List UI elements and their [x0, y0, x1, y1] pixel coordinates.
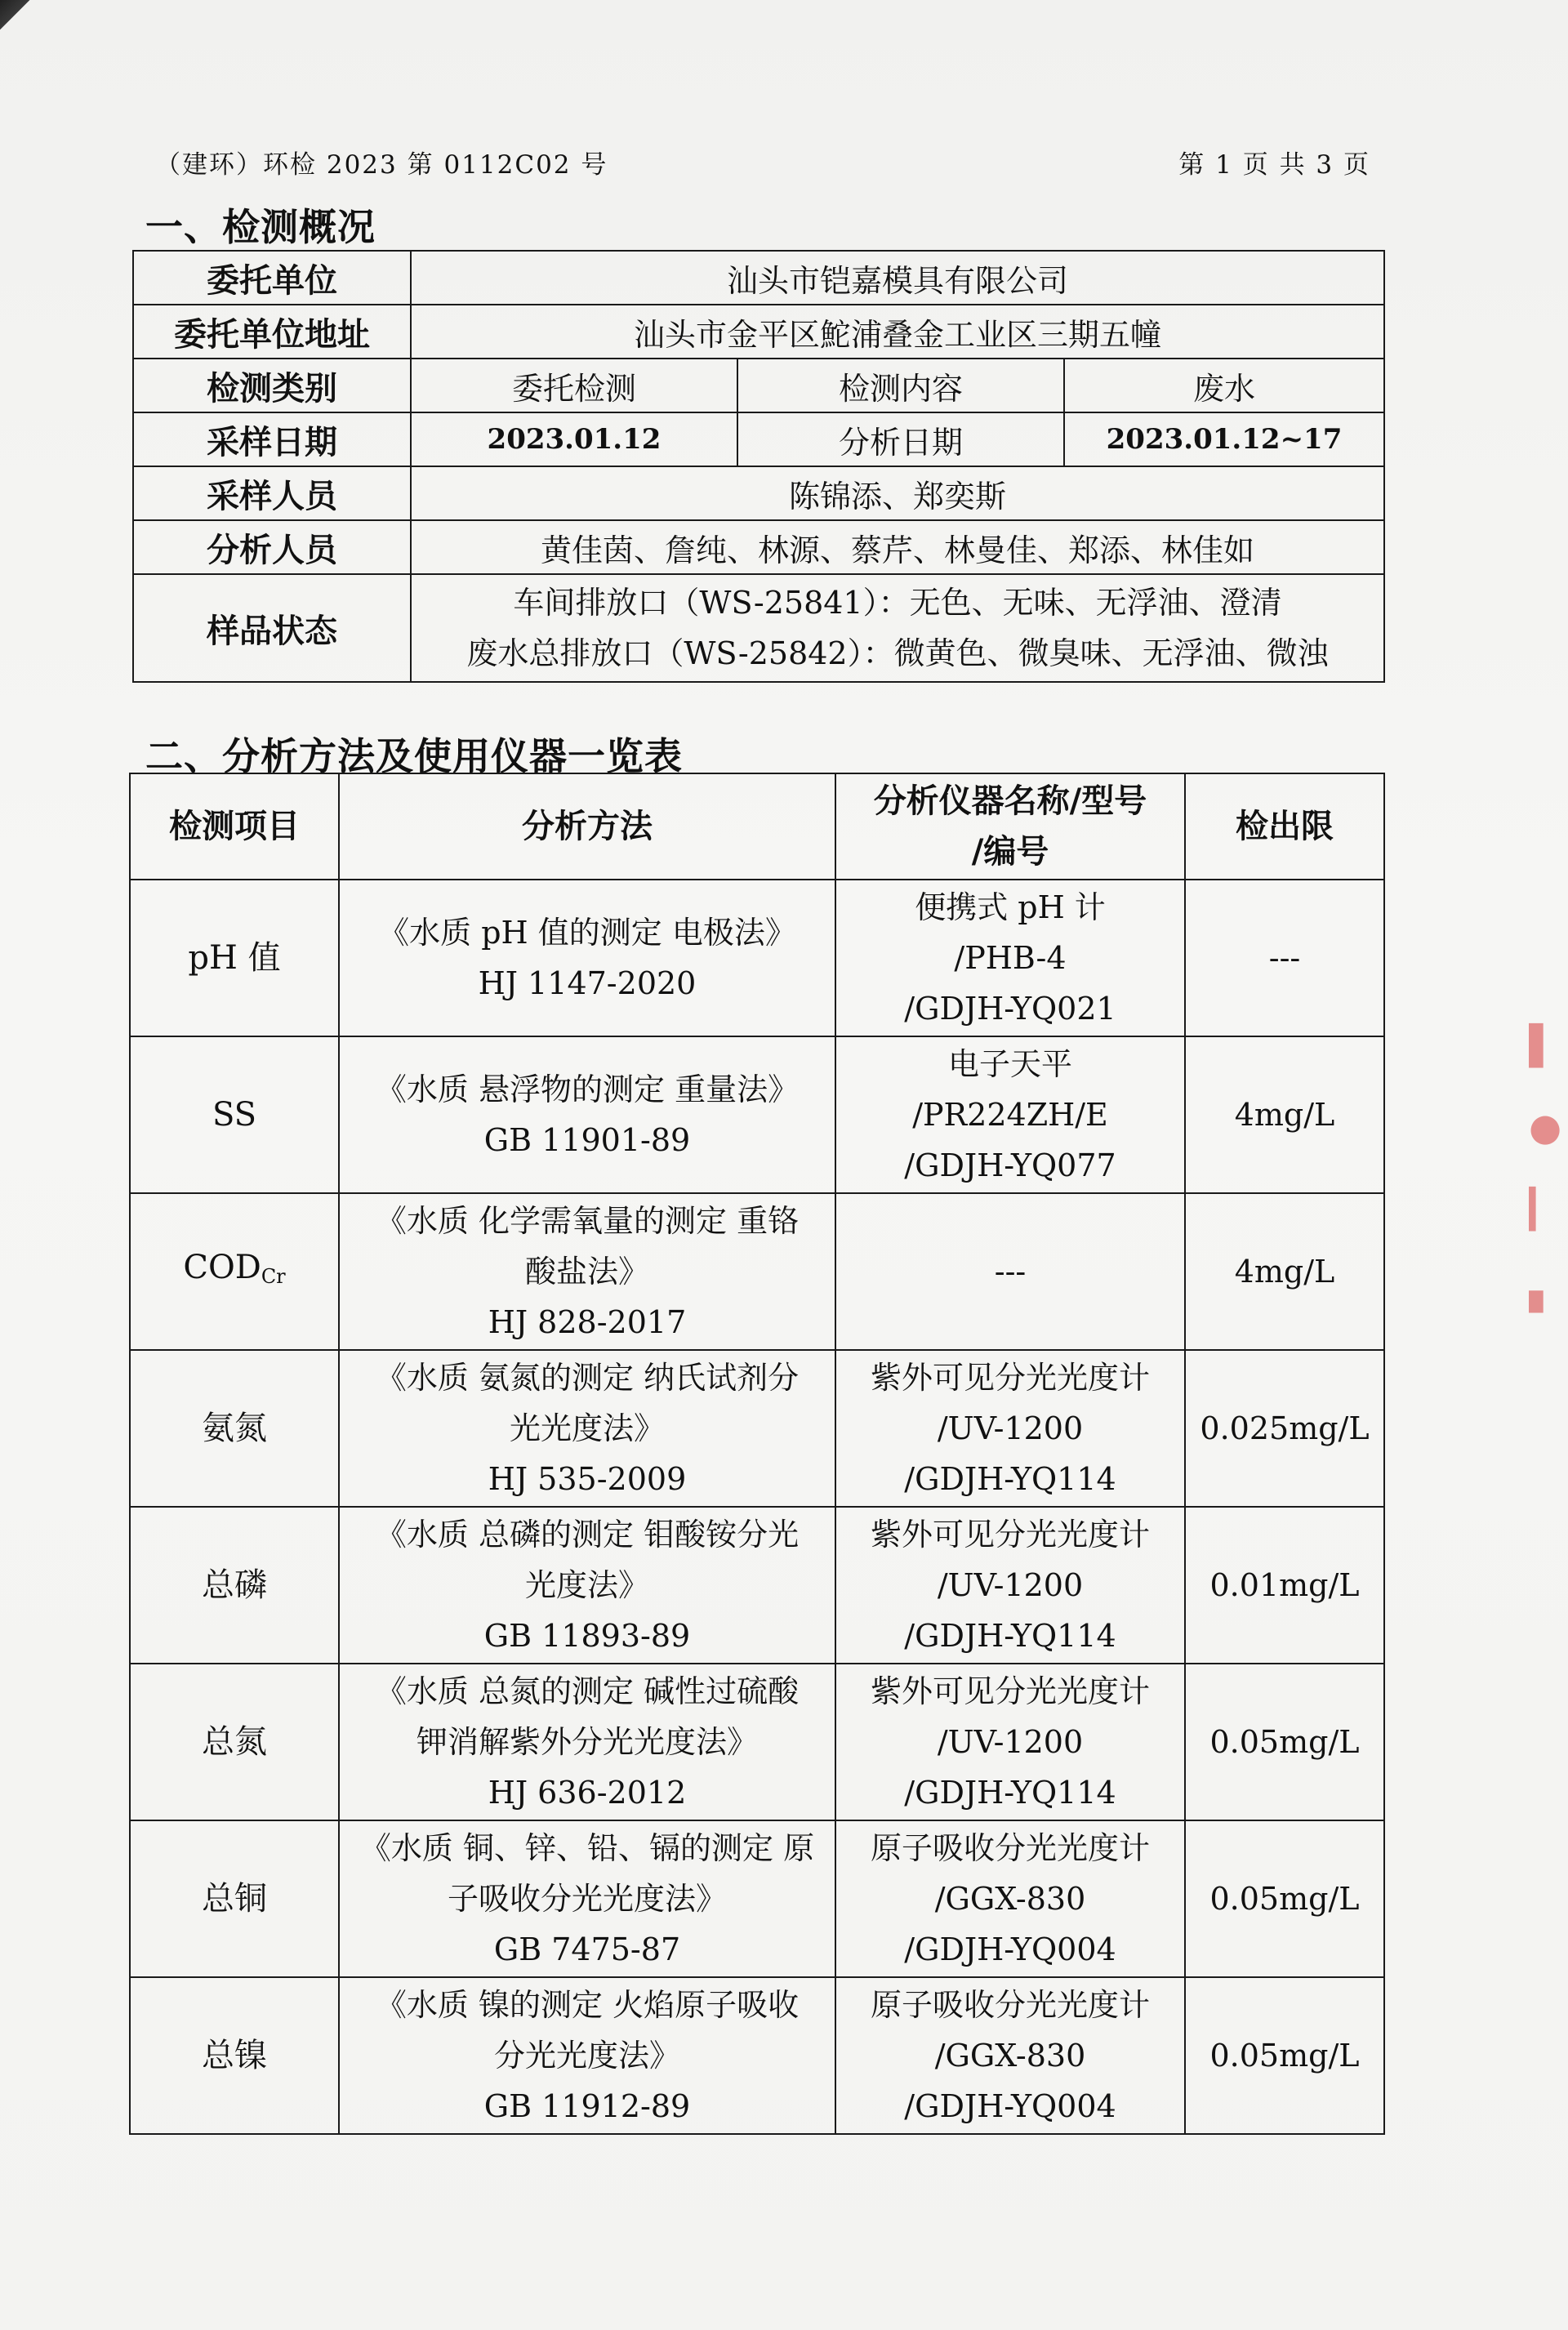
instrument-line: /GDJH-YQ004 — [904, 1931, 1116, 1967]
cell-detection-limit: 0.025mg/L — [1185, 1350, 1384, 1507]
cell-instrument — [835, 1507, 1185, 1664]
sampling-date-label: 采样日期 — [133, 412, 411, 466]
method-line: 钾消解紫外分光光度法》 — [416, 1724, 758, 1760]
header-instrument — [835, 773, 1185, 880]
header-instrument-line-1: 分析仪器名称/型号 — [873, 782, 1147, 820]
instrument-line: 原子吸收分光光度计 — [870, 1830, 1150, 1866]
cell-item — [130, 1507, 339, 1664]
cell-item — [130, 1193, 339, 1350]
instrument-line: /UV-1200 — [937, 1567, 1084, 1603]
item-name: 总磷 — [202, 1566, 267, 1604]
method-line: 《水质 铜、锌、铅、镉的测定 原 — [359, 1830, 815, 1866]
cell-instrument — [835, 1664, 1185, 1820]
instrument-line: /UV-1200 — [937, 1724, 1084, 1760]
address-label: 委托单位地址 — [133, 305, 411, 359]
client-label: 委托单位 — [133, 251, 411, 305]
content-label: 检测内容 — [737, 359, 1064, 412]
instrument-line: 电子天平 — [947, 1046, 1072, 1082]
item-subscript: Cr — [261, 1264, 286, 1288]
samplers-label: 采样人员 — [133, 466, 411, 520]
overview-table — [132, 250, 1385, 683]
methods-table-body — [130, 880, 1384, 2134]
item-name: COD — [183, 1248, 261, 1286]
method-line: 子吸收分光光度法》 — [447, 1881, 727, 1917]
cell-method — [339, 1193, 835, 1350]
instrument-line: /PR224ZH/E — [912, 1097, 1108, 1133]
item-name: pH 值 — [188, 939, 281, 977]
cell-item — [130, 1036, 339, 1193]
cell-detection-limit: 0.05mg/L — [1185, 1820, 1384, 1977]
method-line: 《水质 总氮的测定 碱性过硫酸 — [375, 1673, 800, 1709]
cell-item — [130, 880, 339, 1036]
method-line: 《水质 总磷的测定 钼酸铵分光 — [375, 1517, 800, 1553]
instrument-line: 紫外可见分光光度计 — [870, 1360, 1150, 1396]
table-row — [130, 880, 1384, 1036]
item-name: 总铜 — [202, 1880, 267, 1918]
table-row — [133, 412, 1384, 466]
method-line: 《水质 悬浮物的测定 重量法》 — [375, 1071, 800, 1107]
cell-method — [339, 1350, 835, 1507]
analysis-date-value: 2023.01.12~17 — [1064, 412, 1384, 466]
table-row — [130, 1977, 1384, 2134]
cell-detection-limit: 4mg/L — [1185, 1193, 1384, 1350]
cell-detection-limit: 0.05mg/L — [1185, 1664, 1384, 1820]
category-label: 检测类别 — [133, 359, 411, 412]
instrument-line: 原子吸收分光光度计 — [870, 1987, 1150, 2023]
instrument-line: /GGX-830 — [934, 1881, 1086, 1917]
method-line: GB 11901-89 — [483, 1122, 691, 1158]
instrument-line: /GDJH-YQ114 — [904, 1618, 1116, 1654]
item-name: SS — [212, 1096, 257, 1134]
cell-item — [130, 1664, 339, 1820]
method-line: 《水质 pH 值的测定 电极法》 — [378, 915, 796, 951]
table-header-row — [130, 773, 1384, 880]
method-line: 分光光度法》 — [493, 2038, 680, 2074]
table-row — [133, 251, 1384, 305]
cell-instrument — [835, 880, 1185, 1036]
instrument-line: /GDJH-YQ114 — [904, 1461, 1116, 1497]
sample-status-label: 样品状态 — [133, 574, 411, 682]
analysts-value: 黄佳茵、詹纯、林源、蔡芹、林曼佳、郑添、林佳如 — [411, 520, 1384, 574]
method-line: HJ 1147-2020 — [478, 965, 697, 1001]
section-title-overview: 一、检测概况 — [145, 205, 376, 249]
page-corner-shadow — [0, 0, 33, 33]
cell-detection-limit: --- — [1185, 880, 1384, 1036]
method-line: GB 11912-89 — [483, 2088, 691, 2124]
item-name: 总镍 — [202, 2037, 267, 2074]
instrument-line: --- — [994, 1254, 1027, 1290]
table-row — [133, 466, 1384, 520]
method-line: HJ 828-2017 — [488, 1304, 687, 1340]
samplers-value: 陈锦添、郑奕斯 — [411, 466, 1384, 520]
table-row — [133, 520, 1384, 574]
table-row — [130, 1350, 1384, 1507]
method-line: HJ 535-2009 — [488, 1461, 687, 1497]
address-value: 汕头市金平区鮀浦叠金工业区三期五幢 — [411, 305, 1384, 359]
cell-item — [130, 1977, 339, 2134]
instrument-line: /GDJH-YQ021 — [904, 991, 1116, 1027]
method-line: 光度法》 — [524, 1567, 649, 1603]
method-line: GB 11893-89 — [483, 1618, 691, 1654]
item-name: 总氮 — [202, 1723, 267, 1761]
cell-instrument — [835, 1036, 1185, 1193]
method-line: 酸盐法》 — [524, 1254, 649, 1290]
cell-item — [130, 1350, 339, 1507]
cell-item — [130, 1820, 339, 1977]
method-line: GB 7475-87 — [493, 1931, 681, 1967]
method-line: 《水质 镍的测定 火焰原子吸收 — [375, 1987, 800, 2023]
cell-instrument — [835, 1350, 1185, 1507]
sample-status-line-2: 废水总排放口（WS-25842）：微黄色、微臭味、无浮油、微浊 — [466, 635, 1329, 671]
instrument-line: /GDJH-YQ004 — [904, 2088, 1116, 2124]
instrument-line: /UV-1200 — [937, 1410, 1084, 1446]
cell-method — [339, 1820, 835, 1977]
instrument-line: 便携式 pH 计 — [915, 889, 1106, 925]
cell-detection-limit: 0.01mg/L — [1185, 1507, 1384, 1664]
sample-status-value — [411, 574, 1384, 682]
table-row — [133, 574, 1384, 682]
method-line: 《水质 氨氮的测定 纳氏试剂分 — [375, 1360, 800, 1396]
header-method: 分析方法 — [339, 773, 835, 880]
table-row — [130, 1820, 1384, 1977]
table-row — [130, 1193, 1384, 1350]
client-value: 汕头市铠嘉模具有限公司 — [411, 251, 1384, 305]
instrument-line: /GDJH-YQ114 — [904, 1775, 1116, 1811]
method-line: 光光度法》 — [509, 1410, 665, 1446]
instrument-line: /PHB-4 — [954, 940, 1067, 976]
content-value: 废水 — [1064, 359, 1384, 412]
header-limit: 检出限 — [1185, 773, 1384, 880]
cell-method — [339, 1507, 835, 1664]
sample-status-line-1: 车间排放口（WS-25841）：无色、无味、无浮油、澄清 — [513, 585, 1282, 621]
category-value: 委托检测 — [411, 359, 737, 412]
cell-instrument — [835, 1977, 1185, 2134]
page-indicator: 第 1 页 共 3 页 — [1178, 150, 1370, 180]
method-line: HJ 636-2012 — [488, 1775, 687, 1811]
table-row — [130, 1507, 1384, 1664]
cell-method — [339, 1036, 835, 1193]
item-name: 氨氮 — [202, 1410, 267, 1447]
cell-instrument — [835, 1193, 1185, 1350]
table-row — [130, 1036, 1384, 1193]
cell-detection-limit: 4mg/L — [1185, 1036, 1384, 1193]
red-seal-stamp-fragment: ▌ ● ▎ ▖ — [1529, 1023, 1562, 1312]
methods-table — [129, 773, 1385, 2135]
instrument-line: 紫外可见分光光度计 — [870, 1673, 1150, 1709]
header-instrument-line-2: /编号 — [971, 833, 1049, 871]
analysis-date-label: 分析日期 — [737, 412, 1064, 466]
cell-instrument — [835, 1820, 1185, 1977]
instrument-line: 紫外可见分光光度计 — [870, 1517, 1150, 1553]
cell-method — [339, 880, 835, 1036]
instrument-line: /GDJH-YQ077 — [904, 1147, 1116, 1183]
table-row — [133, 359, 1384, 412]
analysts-label: 分析人员 — [133, 520, 411, 574]
cell-method — [339, 1664, 835, 1820]
table-row — [133, 305, 1384, 359]
report-number: （建环）环检 2023 第 0112C02 号 — [155, 150, 608, 180]
table-row — [130, 1664, 1384, 1820]
cell-detection-limit: 0.05mg/L — [1185, 1977, 1384, 2134]
method-line: 《水质 化学需氧量的测定 重铬 — [375, 1203, 800, 1239]
cell-method — [339, 1977, 835, 2134]
section-title-methods: 二、分析方法及使用仪器一览表 — [145, 734, 683, 778]
sampling-date-value: 2023.01.12 — [411, 412, 737, 466]
instrument-line: /GGX-830 — [934, 2038, 1086, 2074]
header-item: 检测项目 — [130, 773, 339, 880]
